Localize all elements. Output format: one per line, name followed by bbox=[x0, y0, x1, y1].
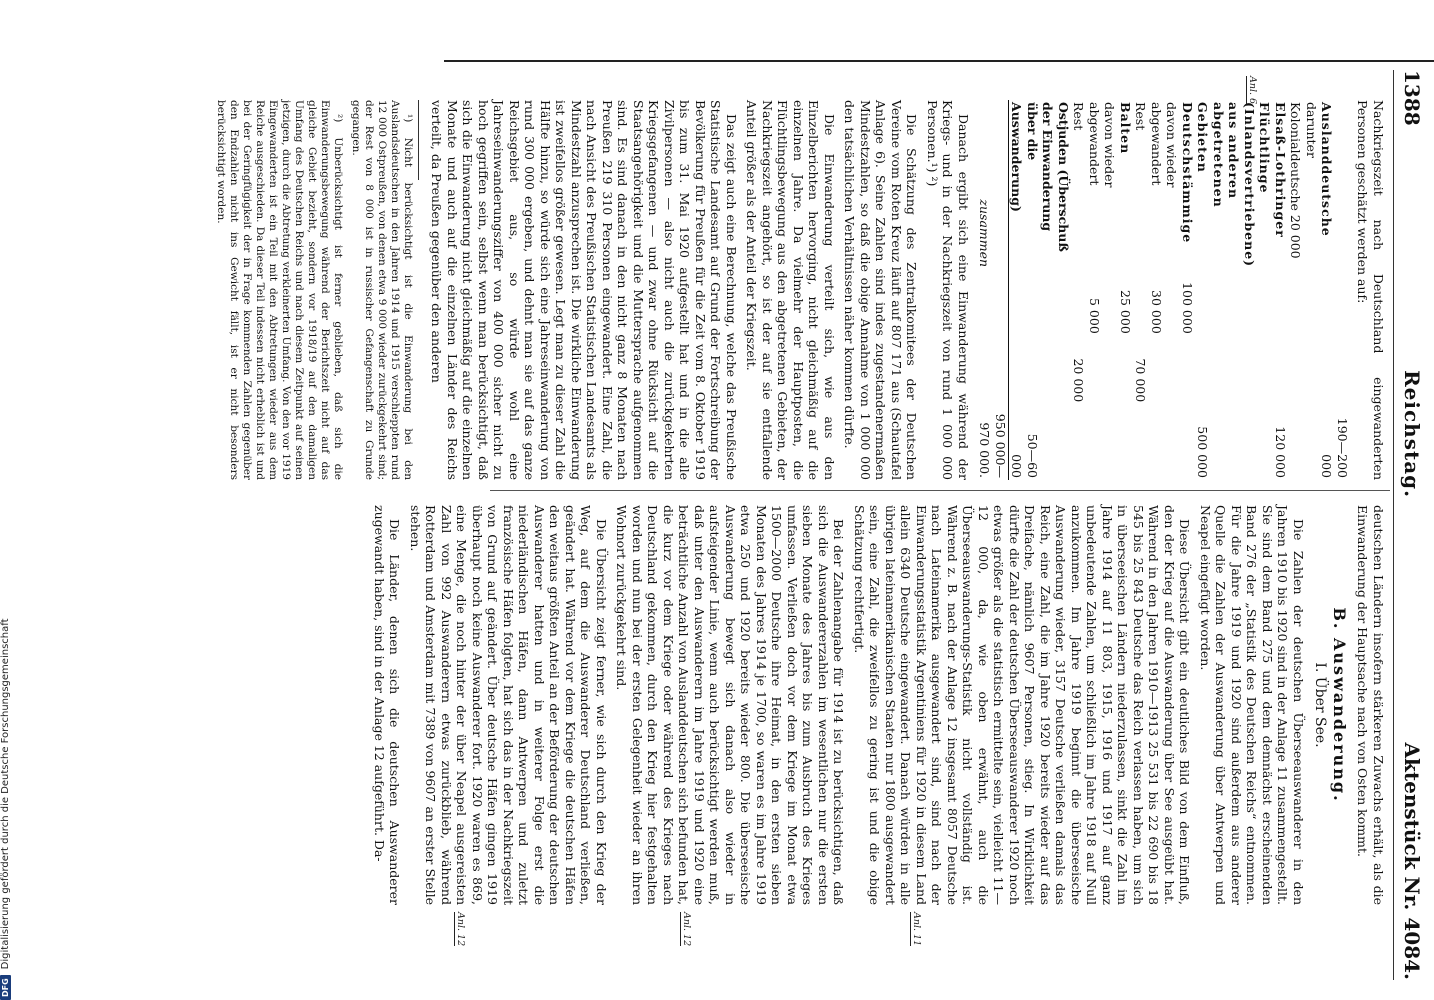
table-cell-v1: 100 000 bbox=[1180, 282, 1195, 334]
table-row bbox=[1071, 100, 1087, 480]
table-cell-v1: 5 000 bbox=[1087, 297, 1102, 334]
table-cell-v2: 70 000 bbox=[1133, 358, 1149, 403]
paragraph: Die Länder, denen sich die deutschen Auswanderer zugewandt haben, sind in der Anlage 12 aufgeführt. Da- bbox=[372, 505, 403, 905]
table-cell-v3 bbox=[1071, 404, 1087, 480]
table-cell-v2 bbox=[1319, 336, 1350, 404]
table-cell-label: Auslanddeutsche bbox=[1319, 102, 1335, 237]
table-cell-v2 bbox=[1149, 336, 1180, 404]
table-cell-v3 bbox=[1180, 404, 1196, 480]
table-cell-v1 bbox=[1273, 269, 1289, 336]
table-cell-label: zusammen bbox=[977, 100, 1009, 269]
table-cell-v2 bbox=[1273, 336, 1289, 404]
scan-edge-line bbox=[444, 60, 1434, 62]
table-cell-v1 bbox=[1288, 269, 1319, 336]
table-cell-v1 bbox=[1071, 269, 1087, 336]
table-cell-v2 bbox=[977, 336, 1009, 404]
footnote-rule bbox=[418, 100, 419, 180]
paragraph: Die Schätzung des Zentralkomitees der Deutschen Vereine vom Roten Kreuz läuft auf 807 171 aus (Schautafel Anlage 6). Seine Zahlen sind indes zugestandenermaßen Mindestzahlen, so daß die obige Annahme von 1 000 000 den tatsächlichen Verhältnissen näher kommen dürfte. bbox=[842, 100, 920, 480]
paragraph: Diese Übersicht gibt ein deutliches Bild von dem Einfluß, den der Krieg auf die Auswanderung über See ausgeübt hat. Während in den Jahren 1910—1913 25 531 bis 22 690 bis 18 545 bis 25 843 Deutsche das Reich verlassen haben, um sich in überseeischen Ländern niederzulassen, sinkt die Zahl im Jahre 1914 auf 11 803, 1915, 1916 und 1917 auf ganz unbedeutende Zahlen, um schließlich im Jahre 1918 auf Null anzukommen. Im Jahre 1919 beginnt die überseeische Auswanderung wieder, 3157 Deutsche verließen damals das Reich, eine Zahl, die im Jahre 1920 bereits wieder auf das Dreifache, nämlich 9607 Personen, stieg. In Wirklichkeit dürfte die Zahl der deutschen Überseeauswanderer 1920 noch etwas größer als die statistisch ermittelte sein, vielleicht 11—12 000, da, wie oben erwähnt, auch die Überseeauswanderungs-Statistik nicht vollständig ist. Während z. B. nach der Anlage 12 insgesamt 8057 Deutsche nach Lateinamerika ausgewandert sind, sind nach der Einwanderungsstatistik Argentiniens für 1920 in diesem Land allein 6340 Deutsche eingewandert. Danach würden in alle übrigen lateinamerikanischen Staaten nur 1800 ausgewandert sein, eine Zahl, die zweifellos zu gering ist und die obige Schätzung rechtfertigt. bbox=[852, 505, 1193, 905]
paragraph: Die Zahlen der deutschen Überseeauswanderer in den Jahren 1910 bis 1920 sind in der Anlage 11 zusammengestellt. Sie sind dem Band 275 und dem demnächst erscheinenden Band 276 der „Statistik des Deutschen Reichs“ entnommen. Für die Jahre 1919 und 1920 sind außerdem aus anderer Quelle die Zahlen der Auswanderung über Antwerpen und Neapel eingefügt worden. bbox=[1198, 505, 1306, 905]
left-paragraphs bbox=[429, 100, 971, 480]
dfg-logo-icon: DFG bbox=[0, 975, 11, 1000]
table-cell-v2 bbox=[1288, 336, 1319, 404]
table-cell-label: Flüchtlinge (Inlandsvertriebene) aus anderen abgetretenen Gebieten bbox=[1195, 102, 1273, 268]
digitization-credit bbox=[0, 0, 12, 1000]
footnote: ²) Unberücksichtigt ist ferner geblieben, daß sich die Einwanderungsbewegung während der Berichtszeit nicht auf das gleiche Gebiet bezieht, sondern vor 1918/19 auf den damaligen Umfang des Deutschen Reichs und nach diesem Zeitpunkt auf seinen jetzigen, durch die Abtretung verkleinerten Umfang. Von den vor 1919 Eingewanderten ist ein Teil mit den Abtretungen wieder aus dem Reiche ausgeschieden. Da dieser Teil indessen nicht erheblich ist und bei der Geringfügigkeit der in Frage kommenden Zahlen gegenüber den Endzahlen nicht ins Gewicht fällt, ist er nicht besonders berücksichtigt worden. bbox=[215, 100, 344, 480]
section-heading: B. Auswanderung. bbox=[1330, 607, 1349, 803]
table-cell-v1 bbox=[1195, 269, 1273, 336]
paragraph: Die Übersicht zeigt ferner, wie sich durch den Krieg der Weg, auf dem die Auswanderer Deutschland verließen, geändert hat. Während vor dem Kriege die deutschen Häfen den weitaus größten Anteil an der Beförderung der deutschen Auswanderer hatten und in weiterer Folge erst die niederländischen Häfen, dann Antwerpen und zuletzt französische Häfen folgten, hat sich das in der Nachkriegszeit von Grund auf geändert. Über deutsche Häfen gingen 1919 überhaupt noch keine Auswanderer fort. 1920 waren es 869, eine Menge, die noch hinter der über Neapel ausgereisten Zahl von 992 Auswanderern etwas zurückblieb, während Rotterdam und Amsterdam mit 7389 von 9607 an erster Stelle stehen. bbox=[408, 505, 609, 905]
table-cell-v3 bbox=[1133, 404, 1149, 480]
right-paragraphs bbox=[372, 505, 1307, 905]
immigration-table bbox=[977, 100, 1350, 480]
table-row bbox=[1273, 100, 1289, 480]
table-cell-v3 bbox=[1149, 404, 1180, 480]
table-row bbox=[1118, 100, 1134, 480]
margin-note-anlage-12: Anl. 12 bbox=[681, 912, 692, 947]
sub-heading: I. Über See. bbox=[1312, 662, 1329, 748]
table-cell-label: davon wieder abgewandert bbox=[1149, 102, 1180, 188]
header-rule bbox=[1393, 70, 1394, 980]
table-cell-v3 bbox=[1288, 404, 1319, 480]
table-cell-v1: 30 000 bbox=[1149, 290, 1164, 334]
table-cell-label: Deutschstämmige bbox=[1180, 102, 1195, 244]
left-column bbox=[209, 100, 1386, 480]
table-cell-v1 bbox=[1133, 269, 1149, 336]
table-row bbox=[977, 100, 1009, 480]
table-row bbox=[1195, 100, 1273, 480]
footnote: ¹) Nicht berücksichtigt ist die Einwanderung bei den Auslandsdeutschen in den Jahren 1914 und 1915 verschleppten rund 12 000 Ostpreußen, von denen etwa 9 000 wieder zurückgekehrt sind; der Rest von 8 000 ist in russischer Gefangenschaft zu Grunde gegangen. bbox=[350, 100, 414, 480]
page-header bbox=[1398, 70, 1426, 980]
table-cell-label: Balten bbox=[1118, 102, 1133, 155]
right-intro: deutschen Ländern insofern stärkeren Zuwachs erhält, als die Einwanderung der Hauptsache nach von Osten kommt. bbox=[1355, 505, 1386, 905]
table-cell-v3: 120 000 bbox=[1273, 426, 1288, 478]
credit-text: Digitalisierung gefördert durch die Deutsche Forschungsgemeinschaft bbox=[0, 618, 11, 970]
column-separator bbox=[490, 490, 1390, 491]
table-row bbox=[1319, 100, 1350, 480]
paragraph: Die Einwanderung verteilt sich, wie aus den Einzelberichten hervorging, nicht gleichmäßig auf die einzelnen Jahre. Da vielmehr der Hauptposten, die Flüchtlingsbewegung aus den abgetretenen Gebieten, der Nachkriegszeit angehört, so ist der auf sie entfallende Anteil größer als der Anteil der Kriegszeit. bbox=[744, 100, 837, 480]
document-reference: Aktenstück Nr. 4084. bbox=[1400, 742, 1424, 980]
table-cell-v3 bbox=[1118, 404, 1134, 480]
page-title: Reichstag. bbox=[1400, 370, 1424, 499]
margin-note-anlage-6: Anl. 6 bbox=[1247, 76, 1258, 105]
table-cell-label: Rest bbox=[1133, 102, 1149, 131]
table-cell-v1 bbox=[977, 269, 1009, 336]
table-cell-v2 bbox=[1180, 336, 1196, 404]
table-row bbox=[1180, 100, 1196, 480]
table-cell-v2 bbox=[1118, 336, 1134, 404]
table-cell-v2 bbox=[1009, 336, 1072, 404]
table-cell-v3: 190—200 000 bbox=[1319, 417, 1350, 478]
table-row bbox=[1009, 100, 1072, 480]
left-intro: Nachkriegszeit nach Deutschland eingewanderten Personen geschätzt werden auf: bbox=[1355, 100, 1386, 480]
table-row bbox=[1087, 100, 1118, 480]
table-row bbox=[1149, 100, 1180, 480]
table-cell-v3: 500 000 bbox=[1195, 426, 1211, 478]
table-cell-label: Elsaß-Lothringer bbox=[1273, 102, 1288, 238]
table-row bbox=[1133, 100, 1149, 480]
table-cell-v2: 20 000 bbox=[1071, 358, 1087, 403]
margin-note-anlage-12-second: Anl. 12 bbox=[455, 912, 466, 947]
paragraph: Bei der Zahlenangabe für 1914 ist zu berücksichtigen, daß sich die Auswandererzahlen im wesentlichen nur die ersten sieben Monate des Jahres bis zum Ausbruch des Krieges umfassen. Verließen doch vor dem Kriege im Monat etwa 1500—2000 Deutsche ihre Heimat, in den ersten sieben Monaten des Jahres 1914 je 1700, so waren es im Jahre 1919 etwa 250 und 1920 bereits wieder 800. Die überseeische Auswanderung bewegt sich danach also wieder in aufsteigender Linie, wenn auch berücksichtigt werden muß, daß unter den Auswanderern im Jahre 1919 und 1920 eine beträchtliche Anzahl von Auslanddeutschen sich befunden hat, die kurz vor dem Kriege oder während des Krieges nach Deutschland gekommen, durch den Krieg hier festgehalten worden und nun bei der ersten Gelegenheit wieder an ihren Wohnort zurückgekehrt sind. bbox=[614, 505, 847, 905]
page-number: 1388 bbox=[1400, 70, 1424, 126]
margin-note-anlage-11: Anl. 11 bbox=[911, 912, 922, 947]
table-cell-v3 bbox=[1087, 404, 1118, 480]
table-cell-label: darunter Kolonialdeutsche 20 000 bbox=[1288, 102, 1319, 259]
table-cell-label: Ostjuden (Überschuß der Einwanderung über die Auswanderung) bbox=[1009, 102, 1071, 252]
table-cell-v1 bbox=[1009, 269, 1072, 336]
footnotes bbox=[214, 100, 414, 480]
table-cell-v2 bbox=[1195, 336, 1273, 404]
paragraph: Das zeigt auch eine Berechnung, welche das Preußische Statistische Landesamt auf Grund der Fortschreibung der Bevölkerung für Preußen für die Zeit vom 8. Oktober 1919 bis zum 31. Mai 1920 aufgestellt hat und in die alle Zivilpersonen — also nicht auch die zurückgekehrten Kriegsgefangenen — und zwar ohne Rücksicht auf die Staatsangehörigkeit und die Muttersprache aufgenommen sind. Es sind danach in den nicht ganz 8 Monaten nach Preußen 219 310 Personen eingewandert. Eine Zahl, die nach Ansicht des Preußischen Statistischen Landesamts als Mindestzahl anzusprechen ist. Die wirkliche Einwanderung ist zweifellos größer gewesen. Legt man zu dieser Zahl die Hälfte hinzu, so würde sich eine Jahreseinwanderung von rund 300 000 ergeben, und dehnt man sie auf das ganze Reichsgebiet aus, so würde wohl eine Jahreseinwanderungsziffer von 400 000 sicher nicht zu hoch gegriffen sein, selbst wenn man berücksichtigt, daß sich die Einwanderung nicht gleichmäßig auf die einzelnen Monate und auch auf die einzelnen Länder des Reichs verteilt, da Preußen gegenüber den anderen bbox=[429, 100, 739, 480]
table-cell-v1 bbox=[1319, 269, 1350, 336]
table-cell-v3: 950 000—970 000. bbox=[977, 404, 1009, 480]
right-column bbox=[367, 505, 1387, 905]
table-cell-label: Rest bbox=[1071, 102, 1087, 131]
table-row bbox=[1288, 100, 1319, 480]
table-cell-label: davon wieder abgewandert bbox=[1087, 102, 1118, 188]
table-cell-v1: 25 000 bbox=[1118, 290, 1133, 334]
paragraph: Danach ergibt sich eine Einwanderung während der Kriegs- und in der Nachkriegszeit von rund 1 000 000 Personen.¹) ²) bbox=[925, 100, 971, 480]
table-cell-v3: 50—60 000 bbox=[1009, 433, 1040, 478]
table-cell-v2 bbox=[1087, 336, 1118, 404]
